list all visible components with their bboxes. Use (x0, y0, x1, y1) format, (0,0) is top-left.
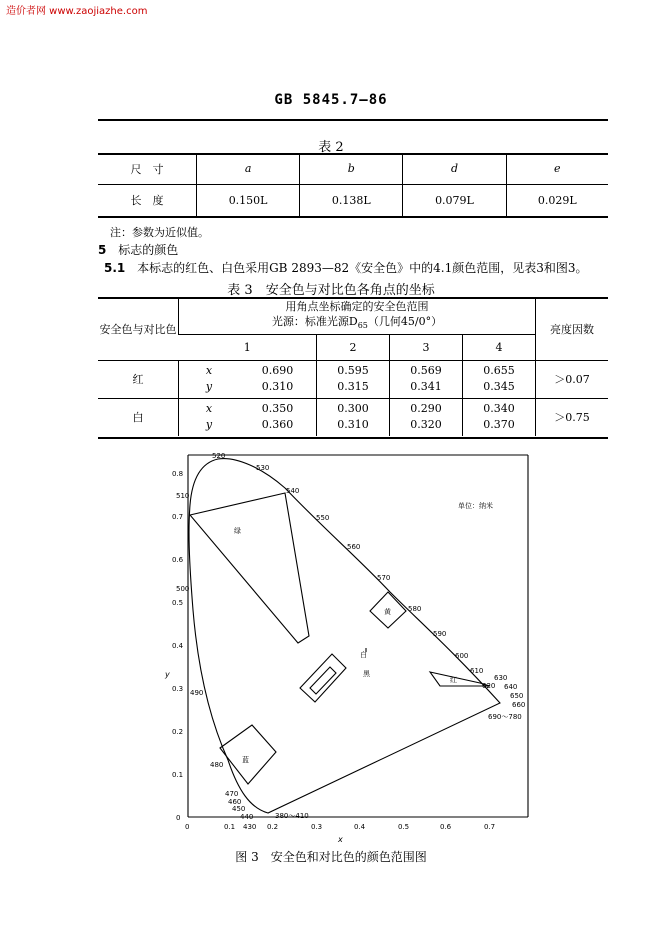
table2-header: d (403, 154, 506, 184)
wavelength-label: 500 (176, 585, 190, 593)
wavelength-label: 440 (240, 813, 254, 821)
region-label-white: 白 (360, 651, 367, 659)
white-region (300, 654, 346, 702)
green-region (190, 493, 309, 643)
wavelength-label: 570 (377, 574, 391, 582)
table2-header: e (506, 154, 608, 184)
clause-text: 本标志的红色、白色采用GB 2893—82《安全色》中的4.1颜色范围，见表3和图3。 (137, 261, 588, 275)
y-tick: 0.6 (172, 556, 184, 564)
y-tick: 0.2 (172, 728, 184, 736)
wavelength-label: 660 (512, 701, 526, 709)
table2 (98, 154, 608, 216)
wavelength-label: 550 (316, 514, 330, 522)
table3-cell: 0.290 0.320 (390, 398, 463, 436)
x-tick: 0.1 (224, 823, 236, 831)
coord-labels (179, 360, 240, 398)
table3-cell: 0.350 0.360 (239, 398, 317, 436)
standard-number: GB 5845.7—86 (274, 92, 388, 108)
y-tick: 0.8 (172, 470, 184, 478)
wavelength-label: 690～780 (488, 713, 522, 721)
table2-header: a (197, 154, 300, 184)
table3-cell: 0.300 0.310 (317, 398, 390, 436)
wavelength-label: 640 (504, 683, 518, 691)
table2-cell: 0.079L (403, 184, 506, 216)
table3-point-header: 3 (390, 334, 463, 360)
y-tick: 0.4 (172, 642, 184, 650)
table3-cell: 0.690 0.310 (239, 360, 317, 398)
table2-header: b (300, 154, 403, 184)
table3-col0-header: 安全色与对比色 (99, 322, 177, 336)
wavelength-label: 590 (433, 630, 447, 638)
wavelength-label: 600 (455, 652, 469, 660)
coord-label-x: x (205, 364, 213, 377)
wavelength-label: 540 (286, 487, 300, 495)
table3-cell: 0.569 0.341 (390, 360, 463, 398)
wavelength-label: 460 (228, 798, 242, 806)
y-tick: 0 (176, 814, 181, 822)
wavelength-label: 610 (470, 667, 484, 675)
coord-labels (179, 398, 240, 436)
wavelength-label: 560 (347, 543, 361, 551)
wavelength-label: 530 (256, 464, 270, 472)
x-tick: 0.2 (267, 823, 279, 831)
group-header-line1: 用角点坐标确定的安全色范围 (285, 299, 429, 313)
table3-cell: 0.655 0.345 (463, 360, 536, 398)
x-tick: 0.6 (440, 823, 452, 831)
wavelength-label: 490 (190, 689, 204, 697)
wavelength-label: 630 (494, 674, 508, 682)
table2-bottom-rule (98, 216, 608, 218)
table2-caption: 表 2 (318, 140, 344, 155)
wavelength-label: 580 (408, 605, 422, 613)
coord-label-x: x (205, 402, 213, 416)
header-rule (98, 119, 608, 121)
region-label-yellow: 黄 (384, 608, 391, 616)
y-tick: 0.7 (172, 513, 184, 521)
table2-cell: 0.029L (506, 184, 608, 216)
coord-label-y: y (205, 418, 213, 432)
unit-label: 单位：纳米 (458, 502, 493, 510)
wavelength-label: 620 (482, 682, 496, 690)
y-tick: 0.1 (172, 771, 184, 779)
clause-5-1 (104, 259, 587, 276)
section-number: 5 (98, 243, 107, 257)
light-source-geometry: （几何45/0°） (367, 314, 443, 328)
x-tick: 0.5 (398, 823, 410, 831)
light-source-subscript: 65 (357, 320, 368, 330)
light-source-label: 光源：标准光源D (271, 314, 358, 328)
table2-header: 尺 寸 (130, 162, 164, 176)
wavelength-label: 380～410 (275, 812, 309, 820)
table3-luminance-header: 亮度因数 (536, 298, 609, 360)
table3-color-red: 红 (98, 360, 179, 398)
y-tick: 0.5 (172, 599, 184, 607)
wavelength-label: 510 (176, 492, 190, 500)
clause-number: 5.1 (104, 261, 126, 275)
table2-cell: 0.150L (197, 184, 300, 216)
chromaticity-diagram (160, 448, 540, 844)
table3-cell: 0.340 0.370 (463, 398, 536, 436)
spectral-locus (189, 459, 500, 813)
wavelength-label: 430 (243, 823, 257, 831)
section-title: 标志的颜色 (118, 243, 179, 257)
table3-luminance: ＞0.75 (536, 398, 609, 436)
table3 (98, 298, 608, 436)
region-label-red: 红 (450, 676, 457, 684)
table3-point-header: 1 (179, 334, 317, 360)
table2-note: 注：参数为近似值。 (110, 226, 209, 239)
white-region-inner (310, 667, 336, 694)
table3-bottom-rule (98, 437, 608, 439)
y-tick: 0.3 (172, 685, 184, 693)
blue-region (220, 725, 276, 784)
wavelength-label: 520 (212, 452, 226, 460)
table3-point-header: 4 (463, 334, 536, 360)
region-label-green: 绿 (234, 527, 241, 535)
x-axis-label: x (338, 835, 343, 844)
wavelength-label: 650 (510, 692, 524, 700)
table2-cell: 0.138L (300, 184, 403, 216)
table3-point-header: 2 (317, 334, 390, 360)
y-axis-label: y (165, 670, 170, 679)
region-label-white-2: 黑 (363, 670, 370, 678)
table2-row-label: 长 度 (98, 184, 197, 216)
wavelength-label: 450 (232, 805, 246, 813)
x-tick: 0.7 (484, 823, 496, 831)
x-tick: 0 (185, 823, 190, 831)
group-header-line2 (179, 314, 535, 333)
watermark: 造价者网 www.zaojiazhe.com (6, 6, 148, 17)
region-label-blue: 蓝 (242, 756, 249, 764)
wavelength-label: 480 (210, 761, 224, 769)
x-tick: 0.3 (311, 823, 323, 831)
table3-luminance: ＞0.07 (536, 360, 609, 398)
section-5-heading (98, 241, 178, 258)
wavelength-label: 470 (225, 790, 239, 798)
x-tick: 0.4 (354, 823, 366, 831)
figure3-caption: 图 3 安全色和对比色的颜色范围图 (235, 850, 427, 864)
coord-label-y: y (205, 380, 213, 393)
table3-caption: 表 3 安全色与对比色各角点的坐标 (227, 283, 435, 298)
table3-color-white: 白 (98, 398, 179, 436)
table3-cell: 0.595 0.315 (317, 360, 390, 398)
table3-group-header (179, 298, 536, 334)
